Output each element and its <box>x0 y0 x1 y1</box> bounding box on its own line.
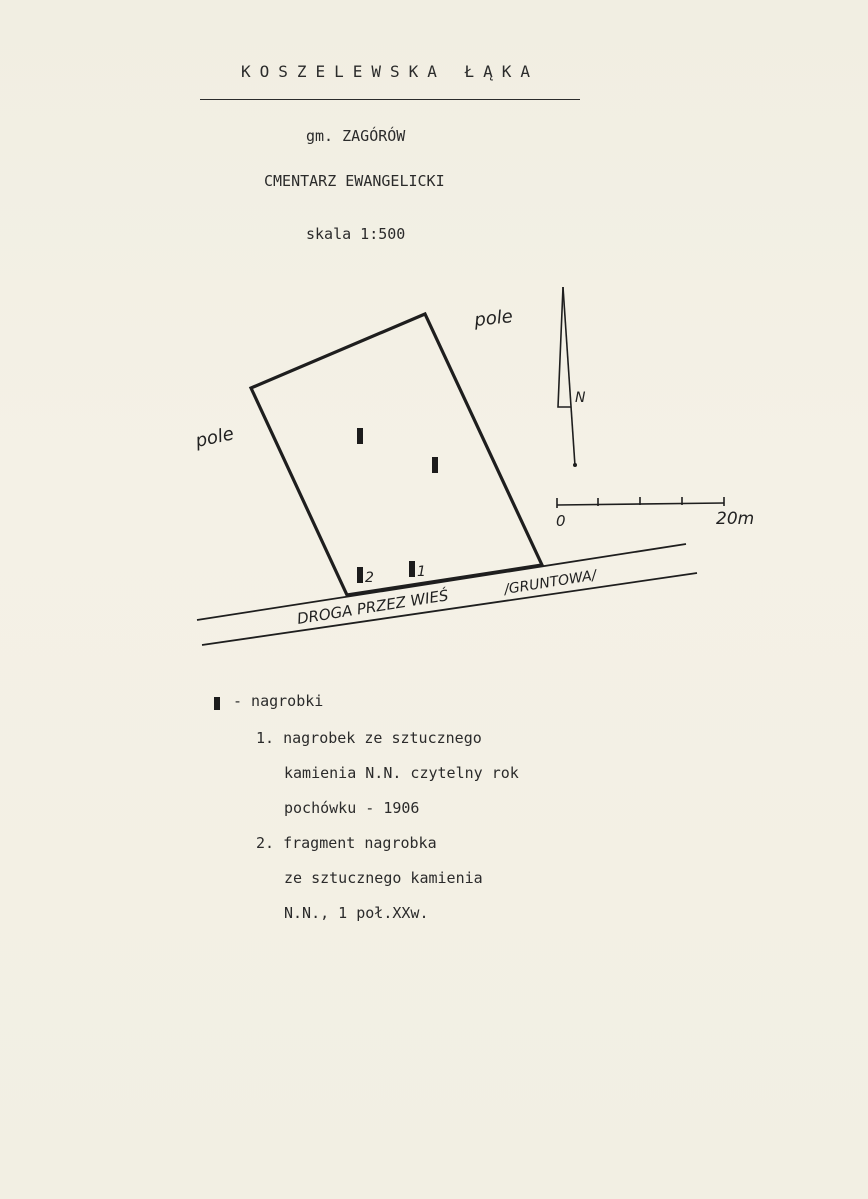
grave-label-1: 1 <box>417 564 426 580</box>
legend-heading: - nagrobki <box>233 692 324 710</box>
gmina-label: gm. ZAGÓRÓW <box>306 127 406 145</box>
grave-marker-2 <box>357 567 363 583</box>
legend-item-1-cont: pochówku - 1906 <box>284 799 420 817</box>
document-title: KOSZELEWSKA ŁĄKA <box>240 62 540 81</box>
legend-item-1-cont: kamienia N.N. czytelny rok <box>284 764 519 782</box>
north-label: N <box>575 390 586 406</box>
grave-marker <box>432 457 438 473</box>
field-label-top: pole <box>473 306 514 331</box>
legend-item-2-cont: ze sztucznego kamienia <box>284 869 483 887</box>
scale-bar-start-label: 0 <box>556 512 566 530</box>
legend-item-2-cont: N.N., 1 poł.XXw. <box>284 904 429 922</box>
field-label-left: pole <box>193 423 236 452</box>
legend-item-1: 1. nagrobek ze sztucznego <box>256 729 482 747</box>
road-label: DROGA PRZEZ WIEŚ <box>295 586 450 628</box>
cemetery-label: CMENTARZ EWANGELICKI <box>264 172 445 190</box>
road-edge-top <box>197 544 686 620</box>
scale-bar <box>557 497 724 508</box>
grave-legend-icon <box>214 697 220 710</box>
grave-marker-1 <box>409 561 415 577</box>
grave-marker <box>357 428 363 444</box>
cemetery-boundary <box>251 314 542 595</box>
scale-label: skala 1:500 <box>306 225 406 243</box>
road-edge-bottom <box>202 573 697 645</box>
legend-item-2: 2. fragment nagrobka <box>256 834 437 852</box>
grave-label-2: 2 <box>365 570 374 586</box>
road-type-label: /GRUNTOWA/ <box>503 567 598 598</box>
scale-bar-end-label: 20m <box>716 509 755 529</box>
north-arrow-icon <box>558 287 577 467</box>
